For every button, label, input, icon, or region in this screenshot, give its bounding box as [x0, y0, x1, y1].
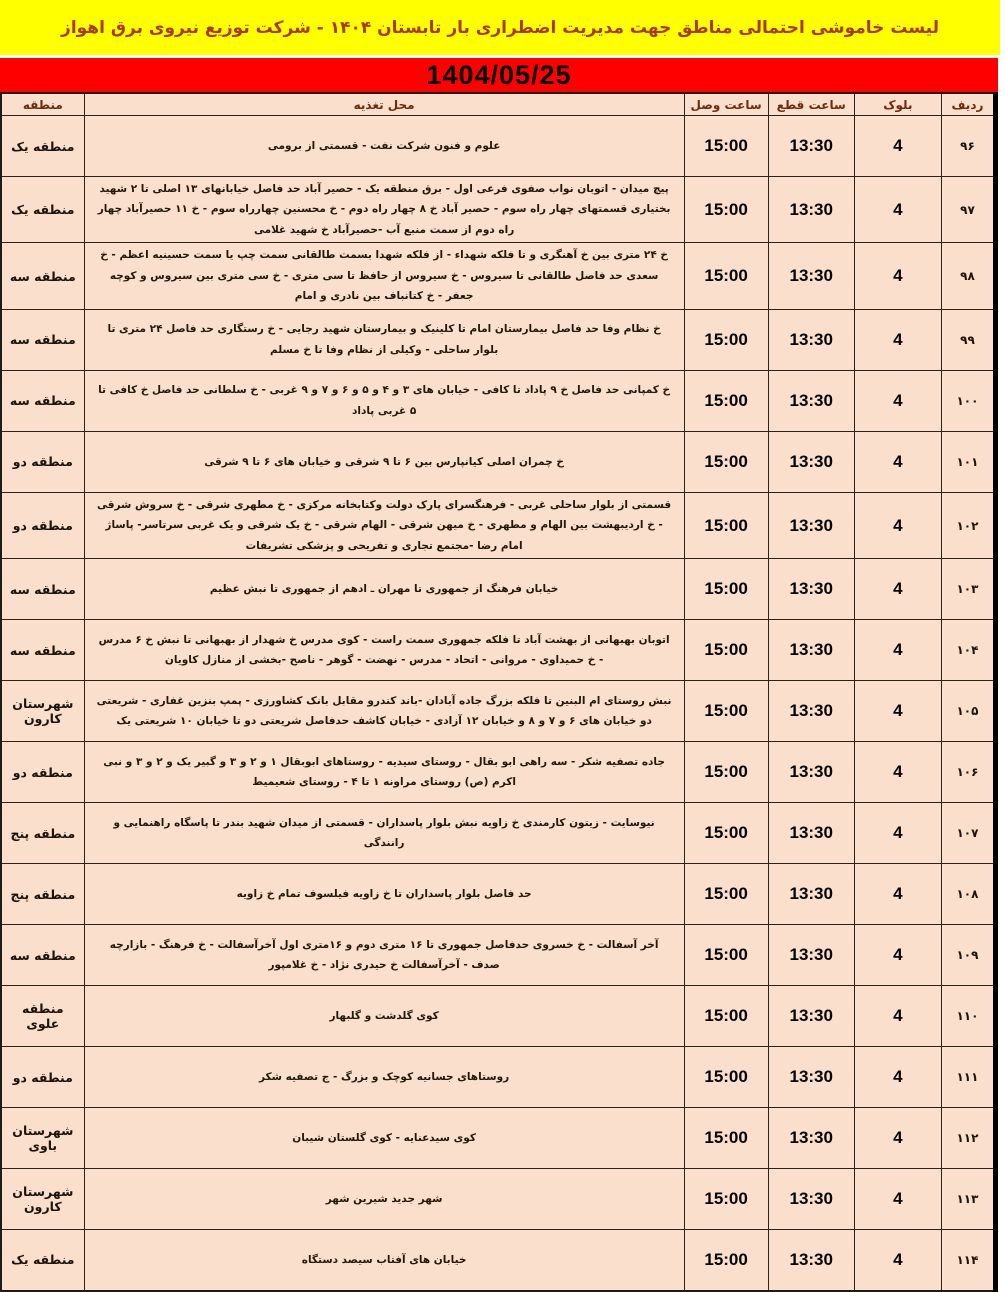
- page-title: لیست خاموشی احتمالی مناطق جهت مدیریت اضطراری بار تابستان ۱۴۰۴ - شرکت توزیع نیروی برق اهواز: [61, 17, 939, 38]
- table-body: [1, 116, 996, 1291]
- cell-reconnect-time: 15:00: [684, 620, 768, 681]
- cell-region: منطقه سه: [1, 243, 84, 309]
- cell-block: 4: [854, 1047, 941, 1108]
- cell-feed-location: آخر آسفالت - خ خسروی حدفاصل جمهوری تا ۱۶ متری دوم و ۱۶متری اول آخرآسفالت - خ فرهنگ - بازارچه صدف - آخرآسفالت خ حیدری نژاد - خ غلامپور: [84, 925, 684, 986]
- date-value: 1404/05/25: [426, 59, 572, 90]
- cell-row-number: ۱۱۱: [941, 1047, 995, 1108]
- cell-block: 4: [854, 559, 941, 620]
- cell-feed-location: خ نظام وفا حد فاصل بیمارستان امام تا کلینیک و بیمارستان شهید رجایی - خ رستگاری حد فاصل ۲۴ متری تا بلوار ساحلی - وکیلی از نظام وفا تا خ مسلم: [84, 309, 684, 370]
- cell-block: 4: [854, 309, 941, 370]
- cell-cut-time: 13:30: [768, 620, 854, 681]
- table-row: [1, 803, 996, 864]
- cell-reconnect-time: 15:00: [684, 1108, 768, 1169]
- cell-reconnect-time: 15:00: [684, 431, 768, 492]
- cell-block: 4: [854, 177, 941, 243]
- cell-block: 4: [854, 742, 941, 803]
- cell-region: شهرستان کارون: [1, 1169, 84, 1230]
- cell-row-number: ۹۹: [941, 309, 995, 370]
- cell-block: 4: [854, 116, 941, 177]
- table-row: [1, 1047, 996, 1108]
- column-header-feed-location: محل تغذیه: [84, 93, 684, 116]
- cell-reconnect-time: 15:00: [684, 1169, 768, 1230]
- cell-feed-location: شهر جدید شیرین شهر: [84, 1169, 684, 1230]
- cell-row-number: ۹۸: [941, 243, 995, 309]
- cell-row-number: ۱۰۸: [941, 864, 995, 925]
- cell-region: منطقه سه: [1, 559, 84, 620]
- cell-feed-location: خ کمپانی حد فاصل خ ۹ پاداد تا کافی - خیابان های ۳ و ۴ و ۵ و ۶ و ۷ و ۹ غربی - خ سلطانی حد فاصل خ کافی تا ۵ غربی پاداد: [84, 370, 684, 431]
- column-header-reconnect-time: ساعت وصل: [684, 93, 768, 116]
- cell-block: 4: [854, 1230, 941, 1291]
- cell-row-number: ۱۰۲: [941, 492, 995, 558]
- table-row: [1, 742, 996, 803]
- table-row: [1, 986, 996, 1047]
- table-row: [1, 681, 996, 742]
- cell-block: 4: [854, 620, 941, 681]
- cell-row-number: ۱۰۳: [941, 559, 995, 620]
- table-row: [1, 1169, 996, 1230]
- cell-block: 4: [854, 492, 941, 558]
- table-row: [1, 243, 996, 309]
- cell-row-number: ۱۰۱: [941, 431, 995, 492]
- cell-reconnect-time: 15:00: [684, 559, 768, 620]
- cell-reconnect-time: 15:00: [684, 803, 768, 864]
- cell-feed-location: خیابان فرهنگ از جمهوری تا مهران ـ ادهم از جمهوری تا نبش عظیم: [84, 559, 684, 620]
- cell-reconnect-time: 15:00: [684, 370, 768, 431]
- cell-row-number: ۱۱۴: [941, 1230, 995, 1291]
- table-row: [1, 559, 996, 620]
- cell-feed-location: حد فاصل بلوار پاسداران تا خ زاویه فیلسوف تمام خ زاویه: [84, 864, 684, 925]
- cell-reconnect-time: 15:00: [684, 742, 768, 803]
- cell-reconnect-time: 15:00: [684, 864, 768, 925]
- cell-row-number: ۱۰۵: [941, 681, 995, 742]
- column-header-row-number: ردیف: [941, 93, 995, 116]
- cell-cut-time: 13:30: [768, 243, 854, 309]
- date-bar: [0, 58, 998, 92]
- cell-block: 4: [854, 986, 941, 1047]
- cell-block: 4: [854, 370, 941, 431]
- cell-row-number: ۱۱۳: [941, 1169, 995, 1230]
- cell-row-number: ۱۰۶: [941, 742, 995, 803]
- table-row: [1, 370, 996, 431]
- cell-row-number: ۱۱۲: [941, 1108, 995, 1169]
- cell-region: منطقه پنج: [1, 864, 84, 925]
- table-row: [1, 309, 996, 370]
- cell-region: منطقه سه: [1, 370, 84, 431]
- cell-reconnect-time: 15:00: [684, 1047, 768, 1108]
- cell-cut-time: 13:30: [768, 803, 854, 864]
- cell-feed-location: علوم و فنون شرکت نفت - قسمتی از برومی: [84, 116, 684, 177]
- cell-cut-time: 13:30: [768, 116, 854, 177]
- cell-cut-time: 13:30: [768, 1230, 854, 1291]
- cell-block: 4: [854, 864, 941, 925]
- table-row: [1, 116, 996, 177]
- cell-cut-time: 13:30: [768, 370, 854, 431]
- cell-region: شهرستان کارون: [1, 681, 84, 742]
- cell-cut-time: 13:30: [768, 1047, 854, 1108]
- cell-reconnect-time: 15:00: [684, 925, 768, 986]
- cell-row-number: ۹۷: [941, 177, 995, 243]
- table-header: [1, 93, 996, 116]
- cell-cut-time: 13:30: [768, 864, 854, 925]
- table-row: [1, 1230, 996, 1291]
- cell-reconnect-time: 15:00: [684, 309, 768, 370]
- cell-region: منطقه دو: [1, 431, 84, 492]
- column-header-region: منطقه: [1, 93, 84, 116]
- cell-cut-time: 13:30: [768, 1169, 854, 1230]
- cell-reconnect-time: 15:00: [684, 492, 768, 558]
- cell-feed-location: کوی گلدشت و گلبهار: [84, 986, 684, 1047]
- cell-region: منطقه دو: [1, 1047, 84, 1108]
- cell-region: منطقه یک: [1, 1230, 84, 1291]
- table-row: [1, 925, 996, 986]
- cell-cut-time: 13:30: [768, 492, 854, 558]
- table-row: [1, 492, 996, 558]
- cell-cut-time: 13:30: [768, 431, 854, 492]
- cell-region: منطقه یک: [1, 177, 84, 243]
- cell-cut-time: 13:30: [768, 742, 854, 803]
- cell-row-number: ۱۰۰: [941, 370, 995, 431]
- cell-feed-location: جاده تصفیه شکر - سه راهی ابو بقال - روستای سیدیه - روستاهای ابوبقال ۱ و ۲ و ۳ و گبیر یک و ۲ و ۳ و نبی اکرم (ص) روستای مراونه ۱ تا ۴ - روستای شعیمیط: [84, 742, 684, 803]
- cell-region: منطقه سه: [1, 925, 84, 986]
- cell-region: منطقه دو: [1, 492, 84, 558]
- header-row: [1, 93, 996, 116]
- cell-feed-location: خ چمران اصلی کیانپارس بین ۶ تا ۹ شرقی و خیابان های ۶ تا ۹ شرقی: [84, 431, 684, 492]
- cell-block: 4: [854, 803, 941, 864]
- cell-feed-location: نبش روستای ام البنین تا فلکه بزرگ جاده آبادان -باند کندرو مقابل بانک کشاورزی - پمپ بنزین غفاری - شریعتی دو خیابان های ۶ و ۷ و ۸ و خیابان ۱۲ آزادی - خیابان کاشف حدفاصل شریعتی دو تا خیابان ۱۰ شریعتی یک: [84, 681, 684, 742]
- cell-cut-time: 13:30: [768, 986, 854, 1047]
- cell-block: 4: [854, 431, 941, 492]
- cell-region: منطقه سه: [1, 620, 84, 681]
- cell-reconnect-time: 15:00: [684, 177, 768, 243]
- cell-feed-location: پیچ میدان - اتوبان نواب صفوی فرعی اول - برق منطقه یک - حصیر آباد حد فاصل خیابانهای ۱۳ اصلی تا ۲ شهید بختیاری قسمتهای چهار راه سوم - حصیر آباد خ ۸ چهار راه دوم - خ محسنین چهارراه سوم - خ ۱۱ حصیرآباد چهار راه دوم از سمت منبع آب -حصیرآباد خ شهید غلامی: [84, 177, 684, 243]
- cell-block: 4: [854, 1169, 941, 1230]
- cell-region: منطقه پنج: [1, 803, 84, 864]
- cell-block: 4: [854, 1108, 941, 1169]
- cell-row-number: ۱۰۷: [941, 803, 995, 864]
- cell-region: شهرستان باوی: [1, 1108, 84, 1169]
- cell-reconnect-time: 15:00: [684, 1230, 768, 1291]
- cell-feed-location: خیابان های آفتاب سیصد دستگاه: [84, 1230, 684, 1291]
- cell-row-number: ۹۶: [941, 116, 995, 177]
- title-banner: [0, 0, 1000, 55]
- outage-schedule-table: [0, 92, 998, 1292]
- cell-feed-location: روستاهای جسانیه کوچک و بزرگ - ج تصفیه شکر: [84, 1047, 684, 1108]
- cell-feed-location: کوی سیدعنایه - کوی گلستان شیبان: [84, 1108, 684, 1169]
- cell-feed-location: اتوبان بهبهانی از بهشت آباد تا فلکه جمهوری سمت راست - کوی مدرس خ شهدار از بهبهانی تا نبش خ ۶ مدرس - خ حمیداوی - مروانی - اتحاد - مدرس - نهضت - گوهر - ناصح -بخشی از منازل کاویان: [84, 620, 684, 681]
- cell-cut-time: 13:30: [768, 177, 854, 243]
- cell-region: منطقه دو: [1, 742, 84, 803]
- cell-row-number: ۱۱۰: [941, 986, 995, 1047]
- cell-reconnect-time: 15:00: [684, 116, 768, 177]
- cell-block: 4: [854, 925, 941, 986]
- table-row: [1, 1108, 996, 1169]
- cell-reconnect-time: 15:00: [684, 986, 768, 1047]
- cell-row-number: ۱۰۴: [941, 620, 995, 681]
- cell-feed-location: قسمتی از بلوار ساحلی غربی - فرهنگسرای پارک دولت وکتابخانه مرکزی - خ مطهری شرقی - خ سروش شرقی - خ اردیبهشت بین الهام و مطهری - خ میهن شرقی - الهام شرقی - خ یک شرقی و یک غربی سرتاسر- پاساژ امام رضا -مجتمع تجاری و تفریحی و پزشکی تشریفات: [84, 492, 684, 558]
- table-row: [1, 177, 996, 243]
- column-header-cut-time: ساعت قطع: [768, 93, 854, 116]
- cell-cut-time: 13:30: [768, 1108, 854, 1169]
- table-row: [1, 620, 996, 681]
- cell-feed-location: نیوسایت - زیتون کارمندی خ زاویه نبش بلوار پاسداران - قسمتی از میدان شهید بندر تا پاسگاه راهنمایی و رانندگی: [84, 803, 684, 864]
- cell-reconnect-time: 15:00: [684, 243, 768, 309]
- cell-block: 4: [854, 681, 941, 742]
- cell-feed-location: خ ۲۴ متری بین خ آهنگری و تا فلکه شهداء - از فلکه شهدا بسمت طالقانی سمت چپ یا سمت حسینیه اعظم - خ سعدی حد فاصل طالقانی تا سیروس - خ سیروس از حافظ تا سی متری - خ سی متری بین سیروس و کوچه جعفر - خ کتانباف بین نادری و امام: [84, 243, 684, 309]
- cell-cut-time: 13:30: [768, 681, 854, 742]
- cell-reconnect-time: 15:00: [684, 681, 768, 742]
- cell-cut-time: 13:30: [768, 925, 854, 986]
- cell-region: منطقه یک: [1, 116, 84, 177]
- cell-region: منطقه علوی: [1, 986, 84, 1047]
- cell-row-number: ۱۰۹: [941, 925, 995, 986]
- table-row: [1, 864, 996, 925]
- column-header-block: بلوک: [854, 93, 941, 116]
- cell-block: 4: [854, 243, 941, 309]
- cell-cut-time: 13:30: [768, 559, 854, 620]
- table-row: [1, 431, 996, 492]
- cell-region: منطقه سه: [1, 309, 84, 370]
- cell-cut-time: 13:30: [768, 309, 854, 370]
